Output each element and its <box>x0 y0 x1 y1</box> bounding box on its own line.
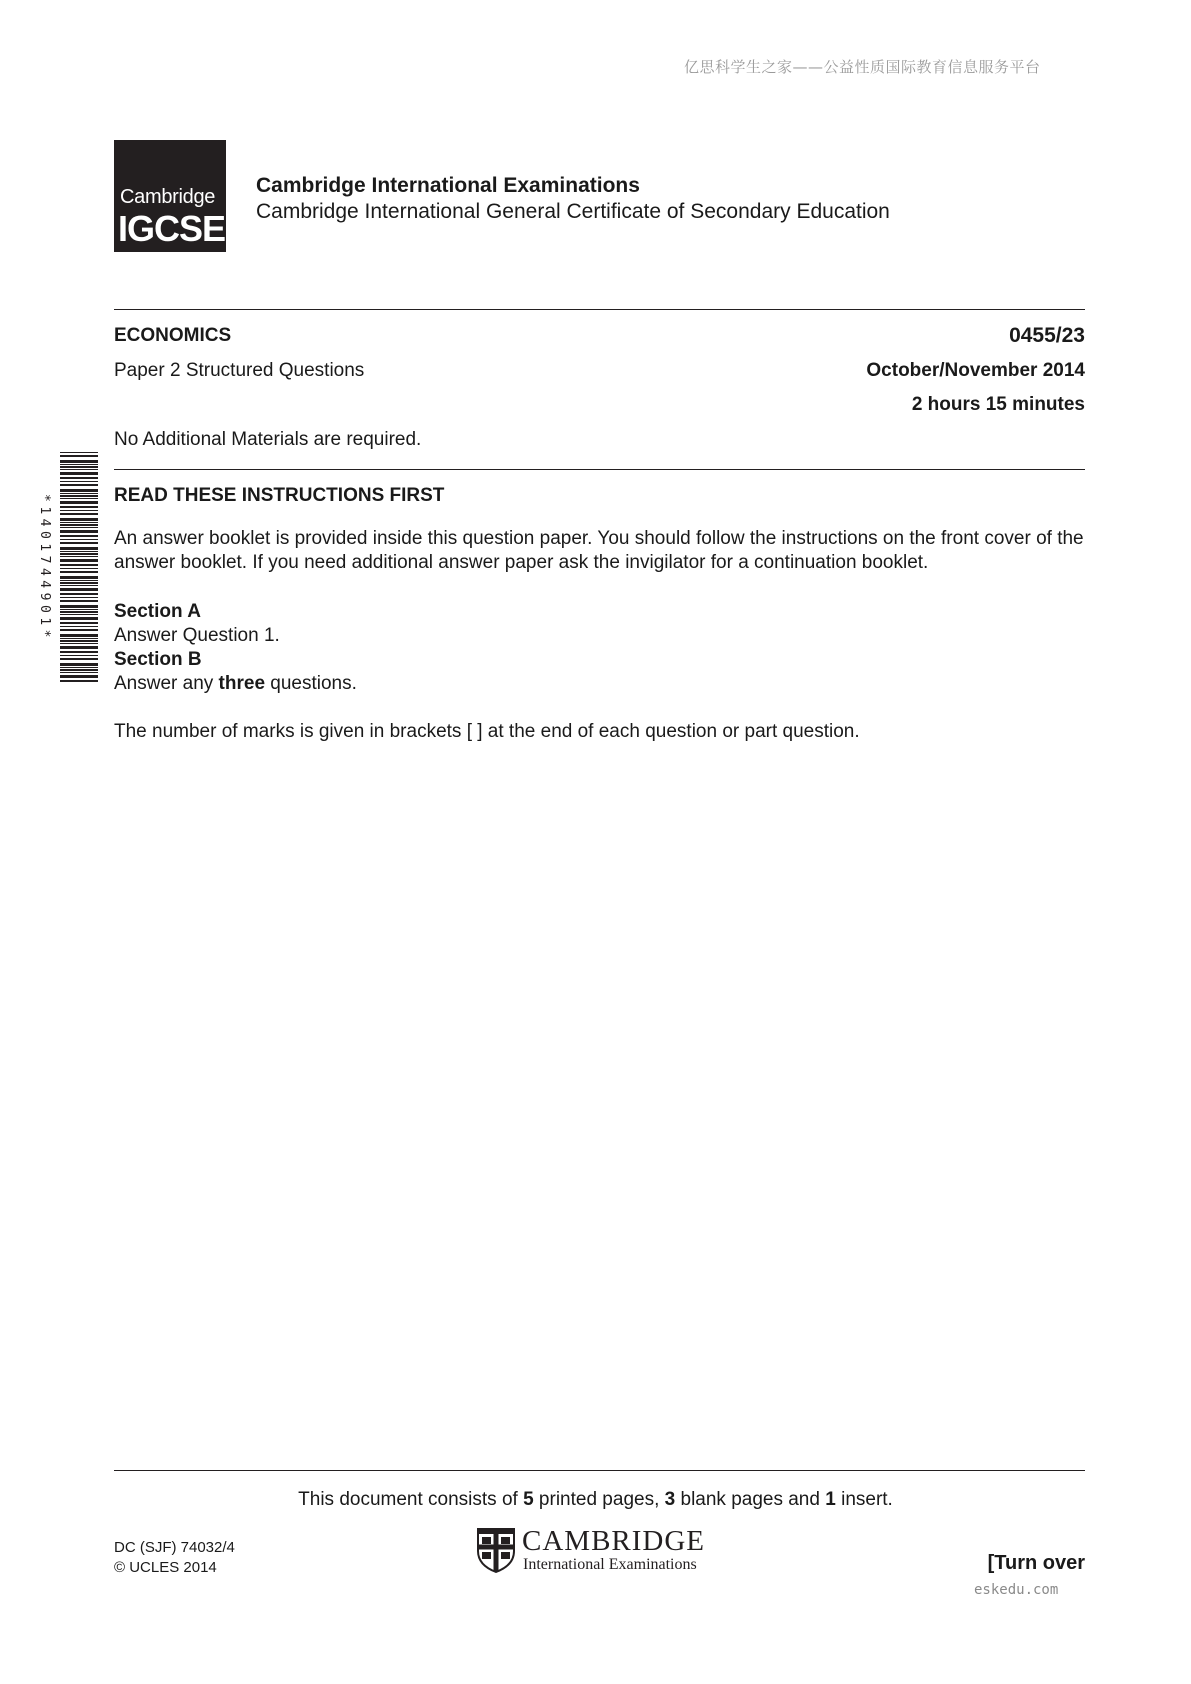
barcode-bar <box>60 658 98 660</box>
top-watermark: 亿思科学生之家——公益性质国际教育信息服务平台 <box>684 58 1041 76</box>
barcode-bar <box>60 663 98 666</box>
cambridge-subtitle: International Examinations <box>523 1556 697 1573</box>
barcode-bar <box>60 634 98 637</box>
barcode-bar <box>60 629 98 631</box>
barcode-bar <box>60 484 98 486</box>
barcode-bar <box>60 667 98 668</box>
barcode-bar <box>60 477 98 479</box>
paper-title: Paper 2 Structured Questions <box>114 360 365 381</box>
materials-note: No Additional Materials are required. <box>114 429 422 450</box>
barcode-bar <box>60 455 98 457</box>
barcode-bar <box>60 530 98 533</box>
barcode-bar <box>60 460 98 463</box>
document-summary <box>0 1489 1191 1511</box>
summary-part-1: This document consists of <box>298 1489 524 1510</box>
barcode-bar <box>60 640 98 642</box>
barcode-bar <box>60 680 98 682</box>
section-b-heading: Section B <box>114 649 202 670</box>
exam-session: October/November 2014 <box>866 360 1085 381</box>
footer-divider <box>114 1470 1085 1471</box>
barcode-bar <box>60 524 98 526</box>
barcode-bar <box>60 547 98 550</box>
barcode-bar <box>60 600 98 602</box>
barcode-bar <box>60 617 98 620</box>
barcode-bar <box>60 597 98 598</box>
barcode-bar <box>60 669 98 671</box>
instructions-divider <box>114 469 1085 470</box>
barcode-bar <box>60 593 98 595</box>
section-b-text-bold: three <box>218 673 266 694</box>
cambridge-international-logo <box>476 1525 716 1575</box>
barcode-bar <box>60 643 98 644</box>
barcode-bar <box>60 609 98 610</box>
instructions-body: An answer booklet is provided inside this question paper. You should follow the instructions on the front cover of the answer booklet. If you need additional answer paper ask the invigilator for a continuation booklet. <box>114 528 1084 573</box>
barcode-bar <box>60 559 98 562</box>
barcode-bar <box>60 553 98 555</box>
barcode-bar <box>60 655 98 656</box>
barcode-bar <box>60 518 98 521</box>
instructions-heading: READ THESE INSTRUCTIONS FIRST <box>114 485 445 506</box>
copyright-notice: © UCLES 2014 <box>114 1559 217 1576</box>
barcode-bar <box>60 542 98 544</box>
barcode-bar <box>60 622 98 624</box>
exam-duration: 2 hours 15 minutes <box>911 394 1085 415</box>
turn-over-label: [Turn over <box>987 1552 1085 1574</box>
logo-cambridge-text: Cambridge <box>120 186 216 208</box>
barcode-bar <box>60 588 98 591</box>
marks-note: The number of marks is given in brackets [ ] at the end of each question or part question. <box>114 721 860 742</box>
barcode-bar <box>60 510 98 511</box>
footer-reference <box>114 1538 235 1578</box>
summary-part-4: insert. <box>835 1489 893 1510</box>
barcode-bar <box>60 585 98 586</box>
section-b-text <box>114 673 357 695</box>
barcode-bar <box>60 571 98 573</box>
barcode-bar <box>60 493 98 494</box>
summary-part-2: printed pages, <box>533 1489 665 1510</box>
crest-icon <box>476 1527 516 1573</box>
section-a-text: Answer Question 1. <box>114 625 280 646</box>
barcode-bar <box>60 539 98 540</box>
organisation-name: Cambridge International Examinations <box>256 174 640 197</box>
barcode-bar <box>60 564 98 566</box>
barcode-bar <box>60 501 98 504</box>
barcode-bar <box>60 481 98 482</box>
barcode-bar <box>60 472 98 475</box>
blank-pages-count: 3 <box>664 1489 676 1510</box>
barcode-bar <box>60 522 98 523</box>
barcode-bar <box>60 675 98 678</box>
barcode-bar <box>60 672 98 673</box>
barcode-bar <box>60 638 98 639</box>
cambridge-wordmark: CAMBRIDGE <box>522 1525 706 1557</box>
barcode-bar <box>60 535 98 537</box>
top-divider <box>114 309 1085 310</box>
barcode-bar <box>60 576 98 579</box>
barcode-digits: *1401744901* <box>37 494 52 642</box>
barcode-bar <box>60 527 98 528</box>
insert-count: 1 <box>825 1489 836 1510</box>
barcode-bar <box>60 464 98 465</box>
cambridge-igcse-logo <box>114 140 226 252</box>
barcode-bar <box>60 626 98 627</box>
logo-igcse-text: IGCSE <box>118 208 226 249</box>
barcode-bar <box>60 513 98 515</box>
section-b-text-before: Answer any <box>114 673 219 694</box>
printed-pages-count: 5 <box>523 1489 534 1510</box>
barcode-bar <box>60 469 98 470</box>
barcode-bar <box>60 651 98 653</box>
barcode-bar <box>60 580 98 581</box>
barcode-bar <box>60 582 98 584</box>
barcode-bar <box>60 614 98 615</box>
barcode-bar <box>60 466 98 468</box>
barcode-bar <box>60 452 98 453</box>
barcode-bar <box>60 551 98 552</box>
barcode-bar <box>60 556 98 557</box>
paper-code: 0455/23 <box>1009 324 1085 347</box>
qualification-name: Cambridge International General Certificate of Secondary Education <box>256 200 890 223</box>
bottom-watermark: eskedu.com <box>974 1582 1059 1598</box>
barcode-bar <box>60 495 98 497</box>
barcode-bar <box>60 489 98 492</box>
subject-title: ECONOMICS <box>114 325 232 346</box>
barcode-bar <box>60 568 98 569</box>
barcode-bar <box>60 605 98 608</box>
summary-part-3: blank pages and <box>675 1489 826 1510</box>
barcode-bar <box>60 498 98 499</box>
section-b-text-after: questions. <box>265 673 357 694</box>
barcode-bar <box>60 646 98 649</box>
section-a-heading: Section A <box>114 601 201 622</box>
barcode-bar <box>60 506 98 508</box>
reference-code: DC (SJF) 74032/4 <box>114 1539 235 1556</box>
barcode-bar <box>60 611 98 613</box>
